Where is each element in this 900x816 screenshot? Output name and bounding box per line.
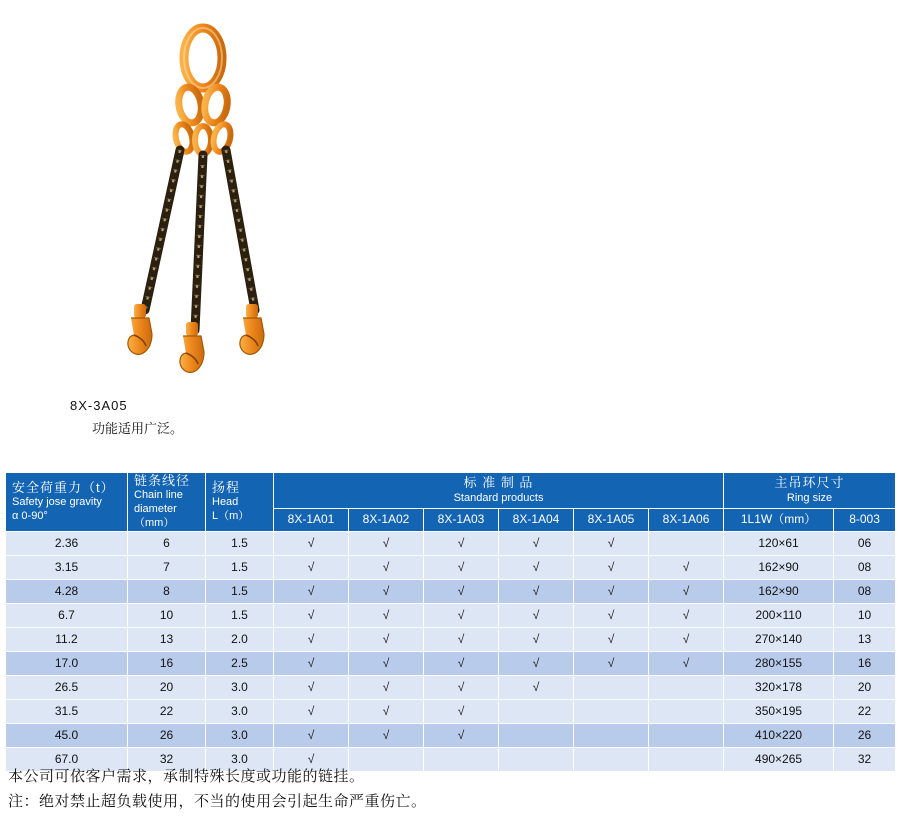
cell-product-1: √ [274,531,349,555]
cell-product-3: √ [424,651,499,675]
header-chain-diameter-en: Chain line diameter [134,489,183,515]
header-head-cn: 扬程 [212,479,241,495]
cell-ring-code: 13 [834,627,896,651]
table-row [6,723,896,747]
cell-product-4: √ [499,675,574,699]
cell-product-6: √ [649,603,724,627]
cell-product-2: √ [349,555,424,579]
cell-product-2: √ [349,603,424,627]
cell-product-1: √ [274,651,349,675]
table-row [6,531,896,555]
table-header-row-1 [6,473,896,509]
cell-chain-diameter: 22 [128,699,206,723]
cell-product-5: √ [574,627,649,651]
cell-ring-code: 22 [834,699,896,723]
header-chain-diameter [128,473,206,532]
cell-safety-load: 2.36 [6,531,128,555]
header-safety-load-sub: α 0-90° [12,509,48,522]
table-row [6,555,896,579]
cell-ring-lw: 490×265 [724,747,834,771]
header-standard-products-en: Standard products [453,491,544,504]
cell-product-3: √ [424,627,499,651]
header-product-col-5: 8X-1A05 [574,508,649,531]
cell-product-5 [574,675,649,699]
cell-product-6: √ [649,579,724,603]
cell-product-2: √ [349,627,424,651]
cell-safety-load: 4.28 [6,579,128,603]
header-ring-code: 8-003 [834,508,896,531]
cell-head: 3.0 [206,747,274,771]
header-safety-load-cn: 安全荷重力（t） [12,479,115,495]
cell-product-1: √ [274,627,349,651]
cell-product-5: √ [574,579,649,603]
cell-product-2: √ [349,699,424,723]
cell-product-2: √ [349,579,424,603]
cell-product-6: √ [649,555,724,579]
header-product-col-2: 8X-1A02 [349,508,424,531]
cell-head: 3.0 [206,723,274,747]
cell-product-5 [574,699,649,723]
footer-notes [8,764,892,814]
cell-product-1: √ [274,723,349,747]
cell-ring-code: 08 [834,555,896,579]
cell-ring-code: 16 [834,651,896,675]
cell-ring-code: 10 [834,603,896,627]
cell-product-3: √ [424,723,499,747]
header-chain-diameter-sub: （mm） [134,516,175,529]
cell-head: 1.5 [206,603,274,627]
header-ring-size-cn: 主吊环尺寸 [774,475,845,491]
product-model-code: 8X-3A05 [70,398,128,413]
cell-ring-lw: 120×61 [724,531,834,555]
cell-chain-diameter: 8 [128,579,206,603]
header-safety-load-en: Safety jose gravity [12,496,102,509]
cell-product-3: √ [424,675,499,699]
cell-chain-diameter: 6 [128,531,206,555]
cell-product-6 [649,531,724,555]
product-illustration [0,0,900,390]
note-line-2: 注：绝对禁止超负载使用，不当的使用会引起生命严重伤亡。 [8,793,427,810]
spec-table-body [6,531,896,771]
cell-safety-load: 26.5 [6,675,128,699]
cell-head: 3.0 [206,699,274,723]
cell-safety-load: 45.0 [6,723,128,747]
cell-ring-code: 26 [834,723,896,747]
header-product-col-1: 8X-1A01 [274,508,349,531]
header-head [206,473,274,532]
cell-product-3: √ [424,531,499,555]
cell-ring-lw: 162×90 [724,579,834,603]
cell-ring-lw: 270×140 [724,627,834,651]
cell-chain-diameter: 10 [128,603,206,627]
cell-product-6: √ [649,627,724,651]
cell-ring-code: 32 [834,747,896,771]
cell-chain-diameter: 7 [128,555,206,579]
cell-product-6 [649,699,724,723]
header-ring-size-en: Ring size [786,491,833,504]
cell-ring-code: 08 [834,579,896,603]
cell-product-4: √ [499,651,574,675]
table-row [6,579,896,603]
cell-ring-lw: 162×90 [724,555,834,579]
cell-safety-load: 31.5 [6,699,128,723]
cell-product-2: √ [349,531,424,555]
cell-product-1: √ [274,675,349,699]
header-head-sub: L（m） [212,509,250,522]
cell-product-3: √ [424,699,499,723]
cell-product-4 [499,699,574,723]
header-ring-lw: 1L1W（mm） [724,508,834,531]
cell-product-3: √ [424,603,499,627]
table-row [6,627,896,651]
cell-product-1: √ [274,699,349,723]
cell-head: 1.5 [206,555,274,579]
cell-product-4: √ [499,627,574,651]
cell-ring-code: 20 [834,675,896,699]
cell-product-5: √ [574,531,649,555]
header-product-col-4: 8X-1A04 [499,508,574,531]
cell-ring-lw: 320×178 [724,675,834,699]
cell-head: 2.5 [206,651,274,675]
cell-ring-code: 06 [834,531,896,555]
header-product-col-6: 8X-1A06 [649,508,724,531]
cell-safety-load: 67.0 [6,747,128,771]
cell-product-6 [649,723,724,747]
header-standard-products [274,473,724,509]
cell-head: 3.0 [206,675,274,699]
cell-product-3: √ [424,579,499,603]
cell-chain-diameter: 20 [128,675,206,699]
cell-product-6 [649,675,724,699]
cell-product-5: √ [574,603,649,627]
cell-ring-lw: 280×155 [724,651,834,675]
cell-head: 1.5 [206,579,274,603]
product-description: 功能适用广泛。 [92,421,184,436]
cell-ring-lw: 200×110 [724,603,834,627]
cell-product-4: √ [499,531,574,555]
header-safety-load [6,473,128,532]
cell-safety-load: 17.0 [6,651,128,675]
cell-safety-load: 11.2 [6,627,128,651]
cell-product-4: √ [499,579,574,603]
chain-sling-image [100,10,420,395]
cell-ring-lw: 410×220 [724,723,834,747]
cell-safety-load: 3.15 [6,555,128,579]
header-chain-diameter-cn: 链条线径 [134,473,191,488]
table-row [6,651,896,675]
cell-chain-diameter: 26 [128,723,206,747]
note-line-1: 本公司可依客户需求，承制特殊长度或功能的链挂。 [8,768,365,785]
cell-product-1: √ [274,579,349,603]
header-ring-size [724,473,896,509]
cell-chain-diameter: 16 [128,651,206,675]
header-product-col-3: 8X-1A03 [424,508,499,531]
spec-table [5,472,896,772]
cell-chain-diameter: 32 [128,747,206,771]
cell-product-6: √ [649,651,724,675]
table-row [6,675,896,699]
spec-table-container [5,472,895,772]
cell-product-2: √ [349,651,424,675]
cell-product-4 [499,723,574,747]
header-head-en: Head [212,496,239,509]
cell-product-1: √ [274,747,349,771]
table-row [6,699,896,723]
table-row [6,603,896,627]
header-standard-products-cn: 标 准 制 品 [463,475,534,491]
cell-product-2: √ [349,723,424,747]
cell-product-4: √ [499,603,574,627]
cell-product-4: √ [499,555,574,579]
cell-product-2: √ [349,675,424,699]
cell-chain-diameter: 13 [128,627,206,651]
cell-product-1: √ [274,603,349,627]
cell-product-5: √ [574,651,649,675]
cell-product-5 [574,723,649,747]
cell-product-3: √ [424,555,499,579]
cell-product-1: √ [274,555,349,579]
cell-head: 1.5 [206,531,274,555]
cell-product-5: √ [574,555,649,579]
cell-ring-lw: 350×195 [724,699,834,723]
cell-safety-load: 6.7 [6,603,128,627]
cell-head: 2.0 [206,627,274,651]
